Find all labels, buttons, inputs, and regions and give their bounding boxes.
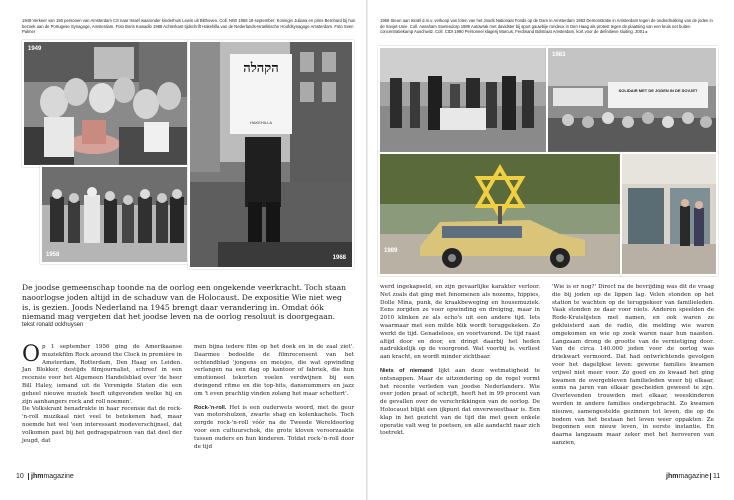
photo-1968-dam [378, 46, 548, 154]
year-label-1968: 1968 [332, 255, 346, 261]
page-number-left: 10 [16, 473, 24, 480]
article-column-3 [380, 284, 540, 438]
page-number-right: 11 [713, 473, 721, 480]
column-2-text: men bijna iedere film op het doek en in de zaal ziet'. Daarmee bedoelde de filmrecensent van het ochtendblad 'jongens en meisjes, die wat opwinding verlangen na een dag op kantoor of fabriek, die hun emotioneel tekorten voelen verdwijnen bij een dwingend ritme en die top-hits, dansnummers en jazz om 't even prachtig vinden zolang het maar schettert'. [194, 344, 354, 397]
column-2b-text: Het is een ouderwets woord, met de geur van motorshulzen, zwarte shag en kolenkachels. Toch zorgde rock-'n-roll vóór na de Tweede Wereldoorlog voor een cultuurschok, die grote kloven veroorzaakte tussen ouders en hun kinderen. Totdat rock-'n-roll door de tijd [194, 404, 355, 450]
caption-left: 1949 Verkeer van 150 personen van Amsterdam CS naar Israël waaronder kinderhuis Lewin uit Bilthoven. Coll. NIW 1958 18 september: Koningin Juliana en prins Bernhard bij hun bezoek aan de Portugese Synagoge, Amsterdam. Foto Boris Kowadlo 1968 Achterkant tijdschrift Hakehilla van de Nederlands-Israëlitische Hoofdsynagoge Amsterdam. Foto Sven Palmer [22, 18, 356, 35]
footer-divider-right [710, 473, 711, 480]
article-column-1 [22, 344, 182, 445]
photo-1958 [40, 165, 189, 264]
footer-divider-left [28, 473, 29, 480]
column-4-text: 'Wie is er nog?' Direct na de bevrijding was dit de vraag die bij joden op de lippen lag. Velen stonden op het station te wachten op de teruggekeer van familieleden. Vaak stonden ze daar voor niets. Anderen speelden de Rode-Kruislijsten met namen, en ook waren ze gekluisterd aan de radio, die melding wie waren omgekomen en wie op zoek waren naar hun naasten. Langzaam drong de grootte van de vernietiging door. Van de circa 140.000 joden voor de oorlog was driekwart vermoord. Dat had ontwrichtende gevolgen voor het dagelijkse leven: gewone families kwamen vrijwel niet meer voor. Zo goed en zo kwaad het ging kwamen de overgebleven familieleden weer bij elkaar, soms na jaren van elkaar gescheiden geweest te zijn. Overlevenden trouwden met elkaar, weeskinderen werden in andere families ondergebracht. Zo kwamen nieuwe, samengestelde gezinnen tot leven, die op de bodem van het bestaan het leven weer oppakten. Ze begonnen een nieuw leven, in eerste instantie. En daarna langzaam maar zeker met het heroveren van aanzien, [552, 284, 714, 446]
hakehilla-title: הקהלה [243, 61, 279, 76]
page-gutter [366, 0, 368, 500]
column-3-subhead: Niets of niemand [380, 367, 433, 374]
column-2-subhead: Rock-'n-roll. [194, 404, 227, 411]
year-label-1949: 1949 [28, 46, 42, 52]
magazine-word-left: magazine [43, 473, 74, 480]
article-column-4 [552, 284, 714, 448]
photo-1990-slagerij [620, 152, 718, 276]
magazine-word-right: magazine [678, 473, 709, 480]
column-1-text: p 1 september 1956 ging de Amerikaanse muziekfilm Rock around the Clock in première in Amsterdam, Rotterdam, Den Haag en Leiden. Jan Blokker, destijds filmjournalist, schreef in een recensie voor het Algemeen Handelsblad over 'de heer Bill Haley, iemand uit de Verenigde Staten die een geheel nieuwe muziek heeft uitgevonden welke hij en zijn aanhangers rock and roll noemen'. [22, 344, 182, 405]
article-column-2 [194, 344, 354, 451]
photo-1949 [22, 40, 189, 167]
photo-1968-hakehilla [188, 40, 354, 269]
byline: tekst ronald ockhuysen [22, 322, 84, 328]
column-3b-text: lijkt aan deze wetmatigheid te ontsnappen. Maar de uitzondering op de regel vormt het recente verleden van joodse Nederlanders. Wie over joden praat of schrijft, heeft het in 99 procent van de gevallen over de verschrikkingen van de oorlog. De Holocaust blijkt een ijkpunt dat onverwoestbaar is. Een klap in het gezicht van de tijd die met geen enkele operatie valt weg te poetsen, en alle aandacht naar zich toetrekt. [380, 367, 540, 437]
magazine-brand-left: jhm [31, 473, 44, 480]
year-label-1983: 1983 [552, 52, 566, 58]
magazine-name-right [666, 473, 709, 480]
year-label-1989: 1989 [384, 248, 398, 254]
hakehilla-subtitle: HAKEHILLA [249, 120, 272, 125]
lead-paragraph: De joodse gemeenschap toonde na de oorlog een ongekende veerkracht. Toch staan naoorlogse joden altijd in de schaduw van de Holocaust. De expositie Wie niet weg is, is gezien. Joods Nederland na 1945 brengt daar verandering in. Omdat óók niemand mag vergeten dat het joodse leven na de oorlog resoluut is doorgegaan. [22, 283, 346, 322]
column-3-text: werd ingekapseld, en zijn gevaarlijke karakter verloor. Net zoals dat ging met fenomenen als nozems, hippies, Dolle Mina, punk, de kraakbeweging en housemuziek. Eens zorgden ze voor opwinding en dreiging, maar in 2010 klinken ze als echo's uit een andere tijd. Iets waarmaar met een milde blik wordt teruggekeken. Zo werkt de tijd. Genadeloos, en voortvarend. De tijd raast altijd door en door, en dringt daarbij het heden nadrukkelijk op de voorgrond. Wat voorbij is, verliest aan kracht, en wordt minder zichtbaar. [380, 284, 540, 361]
magazine-name-left [31, 473, 74, 480]
column-1b-text: De Volkskrant benadrukte in haar recensie dat de rock-'n-roll muzikaal niet veel te betekenen had, maar noemde het wel 'een interessant modeverschijnsel, dat volkomen past bij het gedragspatroon van dat deel der jeugd, dat [22, 406, 182, 444]
banner-text: SOLIDAIR MET DE JODEN IN DE SOVJET [618, 88, 698, 93]
magazine-brand-right: jhm [666, 473, 679, 480]
photo-1983 [546, 46, 718, 154]
caption-right: 1968 Steun aan Israël d.m.v. verkoop van loten van het Joods Nationaal Fonds op de Dam in Amsterdam 1983 Demonstratie in Amsterdam tegen de onderdrukking van de joden in de Sovjet-Unie. Coll. Awraham Soetendorp 1989 Autowrak met davidster bij sport gauwbije rondeux in Den Haag als protest tegen de plaatsing van een kruis net buiten concentratiekamp Auschwitz. Coll. CIDI 1990 Personeel slagerij Marcus, Ferdinand Bolstraat Amsterdam, kort voor de definitieve sluiting. 2001 ▸ [380, 18, 713, 35]
photo-1989 [378, 152, 622, 276]
dropcap: O [22, 342, 41, 367]
year-label-1958: 1958 [46, 252, 60, 258]
